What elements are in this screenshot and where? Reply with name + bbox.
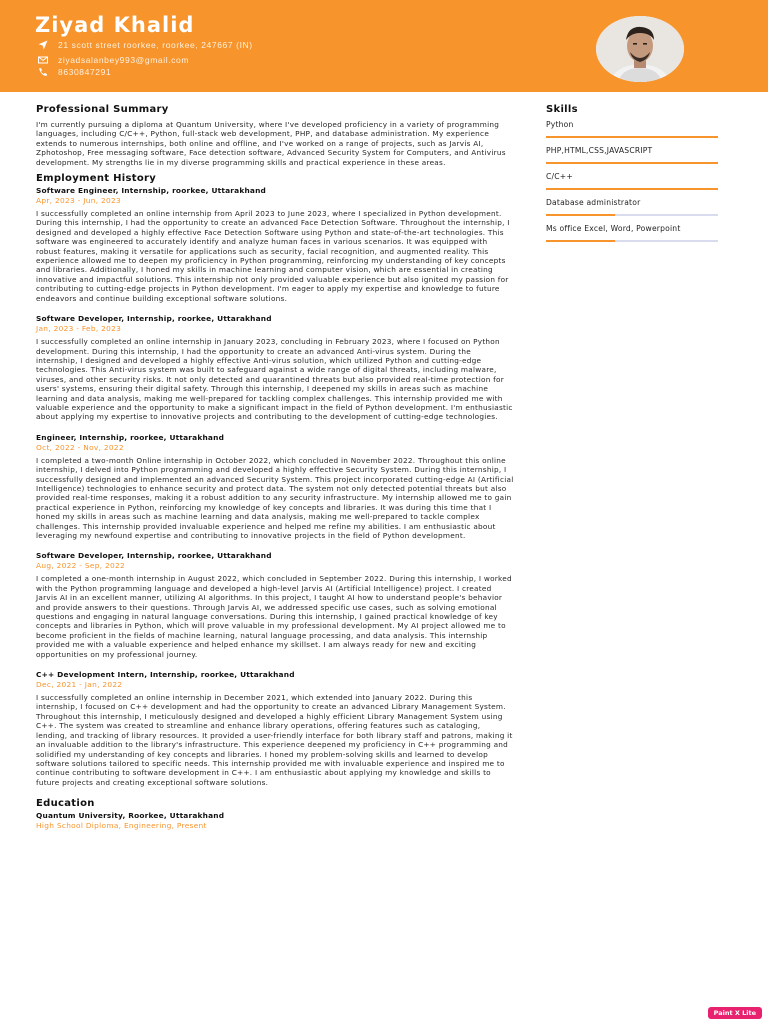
skill-label: Database administrator bbox=[546, 198, 641, 207]
mail-icon bbox=[37, 54, 48, 65]
portrait-image bbox=[596, 16, 684, 82]
job-title: Software Developer, Internship, roorkee, Uttarakhand bbox=[36, 314, 272, 324]
skills-column bbox=[546, 104, 718, 247]
job-date: Apr, 2023 - Jun, 2023 bbox=[36, 196, 122, 206]
job-title: Software Developer, Internship, roorkee, Uttarakhand bbox=[36, 551, 272, 561]
profile-photo bbox=[596, 16, 684, 82]
job-description: I completed a two-month Online internship in October 2022, which concluded in November 2022. Throughout this online internship, I delved into Python programming and developed a highly effective Security System. During this internship, I successfully designed and implemented an advanced Security System. This project incorporated cutting-edge AI (Artificial Intelligence) technologies to enhance security and protect data. The system not only detected potential threats but also provided real-time responses, making it a robust addition to any security infrastructure. My internship allowed me to gain practical experience in Python, reinforcing my knowledge of key concepts and libraries. It was during this time that I honed my skills in areas such as machine learning and data analysis, making me well-prepared to tackle complex challenges. This internship provided invaluable experience and helped me refine my abilities. I am enthusiastic about leveraging my newfound expertise and contributing to innovative projects in the field of Python development. bbox=[36, 455, 514, 540]
job-entry bbox=[36, 314, 514, 422]
skill-level-bar bbox=[546, 162, 718, 164]
job-description: I successfully completed an online internship in December 2021, which extended into January 2022. During this internship, I focused on C++ development and had the opportunity to create an advanced Library Management System. Throughout this internship, I meticulously designed and developed a highly efficient Library Management System using C++. The system was created to streamline and enhance library operations, offering features such as cataloging, lending, and tracking of library resources. It provided a user-friendly interface for both library staff and patrons, making it an invaluable addition to the library's infrastructure. This experience deepened my proficiency in C++ programming and solidified my understanding of key concepts and libraries. I honed my problem-solving skills and learned to develop software solutions tailored to specific needs. This internship provided me with invaluable experience and inspired me to continue contributing to software development in C++. I am enthusiastic about applying my knowledge and skills to future projects and creating exceptional software solutions. bbox=[36, 693, 513, 787]
job-date: Aug, 2022 - Sep, 2022 bbox=[36, 561, 126, 571]
resume-header bbox=[0, 0, 768, 92]
phone-icon bbox=[37, 66, 48, 77]
job-entry bbox=[36, 670, 514, 787]
phone-row[interactable] bbox=[37, 66, 111, 77]
candidate-name: Ziyad Khalid bbox=[35, 13, 195, 37]
job-title: Engineer, Internship, roorkee, Uttarakhand bbox=[36, 432, 225, 442]
skill-item bbox=[546, 221, 718, 242]
email-row[interactable] bbox=[37, 54, 189, 65]
skill-item bbox=[546, 169, 718, 190]
education-degree: High School Diploma, Engineering, Present bbox=[36, 821, 207, 831]
education-heading: Education bbox=[36, 798, 95, 810]
skill-level-bar bbox=[546, 136, 718, 138]
job-date: Dec, 2021 - Jan, 2022 bbox=[36, 680, 123, 690]
job-entry bbox=[36, 551, 514, 659]
skill-item bbox=[546, 143, 718, 164]
job-entry bbox=[36, 186, 514, 303]
job-description: I successfully completed an online internship from April 2023 to June 2023, where I specialized in Python development. During this internship, I had the opportunity to create an advanced Face Detection Software. Throughout the internship, I designed and developed a highly effective Face Detection Software using Python and state-of-the-art technologies. This software was engineered to accurately identify and analyze human faces in various scenarios. It was equipped with robust features, making it versatile for applications such as security, facial recognition, and augmented reality. This experience allowed me to deepen my proficiency in Python programming, reinforcing my understanding of key concepts and libraries. Additionally, I honed my skills in machine learning and computer vision, which are essential in creating innovative and impactful solutions. This internship not only provided valuable experience but also ignited my passion for contributing to cutting-edge projects in Python development. I'm eager to apply my expertise and knowledge to future endeavors and continue building exceptional software solutions. bbox=[36, 209, 510, 303]
skills-heading: Skills bbox=[546, 104, 578, 115]
skill-level-bar bbox=[546, 188, 718, 190]
job-title: Software Engineer, Internship, roorkee, Uttarakhand bbox=[36, 186, 267, 196]
skill-label: Python bbox=[546, 120, 574, 129]
skill-label: PHP,HTML,CSS,JAVASCRIPT bbox=[546, 146, 653, 155]
skill-level-bar bbox=[546, 240, 718, 242]
education-school: Quantum University, Roorkee, Uttarakhand bbox=[36, 811, 225, 821]
skill-item bbox=[546, 195, 718, 216]
job-title: C++ Development Intern, Internship, roorkee, Uttarakhand bbox=[36, 670, 295, 680]
address-text: 21 scott street roorkee, roorkee, 247667 (IN) bbox=[58, 39, 253, 50]
job-date: Oct, 2022 - Nov, 2022 bbox=[36, 442, 124, 452]
email-text[interactable]: ziyadsalanbey993@gmail.com bbox=[58, 54, 190, 65]
job-description: I successfully completed an online internship in January 2023, concluding in February 2023, where I focused on Python development. During this internship, I had the opportunity to create an advanced Anti-virus system. During the internship, I designed and developed a highly effective Anti-virus solution, which utilized Python and cutting-edge technologies. This Anti-virus system was built to safeguard against a wide range of digital threats, including malware, viruses, and other security risks. It not only detected and quarantined threats but also provided real-time protection for users' systems, ensuring their digital safety. Through this internship, I deepened my skills in areas such as machine learning and data analysis, making me well-prepared for tackling complex challenges. This internship provided me with valuable experience and the opportunity to make a significant impact in the field of Python development. I'm enthusiastic about applying my expertise to innovative projects and contributing to the development of cutting-edge technologies. bbox=[36, 337, 513, 422]
job-entry bbox=[36, 433, 514, 541]
phone-text[interactable]: 8630847291 bbox=[58, 66, 112, 77]
summary-text: I'm currently pursuing a diploma at Quantum University, where I've developed proficiency in a variety of programming languages, including C/C++, Python, full-stack web development, PHP, and database administration. My experience extends to numerous internships, both online and offline, and I've worked on a range of projects, such as Jarvis AI, Zphotoshop, Free messaging software, Face detection software, Advanced Security System for Computers, and Antivirus development. My strengths lie in my diverse programming skills and practical experience in these areas. bbox=[36, 120, 506, 167]
summary-heading: Professional Summary bbox=[36, 104, 169, 115]
skill-level-bar bbox=[546, 214, 718, 216]
job-description: I completed a one-month internship in August 2022, which concluded in September 2022. During this internship, I worked with the Python programming language and developed a high-level Jarvis AI (Artificial Intelligence) project. I created Jarvis AI in an excellent manner, utilizing AI algorithms. In this project, I taught AI how to understand people's behavior and provide answers to their questions. Through Jarvis AI, we addressed specific use cases, such as solving emotional questions and engaging in natural language conversations. During this internship, I gained practical knowledge of key concepts and libraries in Python, which will prove valuable in my professional development. My AI project allowed me to become proficient in the fields of machine learning, natural language processing, and data analysis. This internship provided me with a valuable experience and helped enhance my skillset. I am always ready for new and exciting opportunities on my professional journey. bbox=[36, 574, 512, 659]
job-date: Jan, 2023 - Feb, 2023 bbox=[36, 324, 122, 334]
address-row bbox=[37, 39, 253, 50]
skill-label: C/C++ bbox=[546, 172, 573, 181]
skill-item bbox=[546, 117, 718, 138]
watermark-badge: Paint X Lite bbox=[708, 1007, 762, 1019]
location-arrow-icon bbox=[37, 39, 48, 50]
main-column bbox=[36, 104, 514, 834]
skill-label: Ms office Excel, Word, Powerpoint bbox=[546, 224, 681, 233]
employment-heading: Employment History bbox=[36, 173, 157, 185]
